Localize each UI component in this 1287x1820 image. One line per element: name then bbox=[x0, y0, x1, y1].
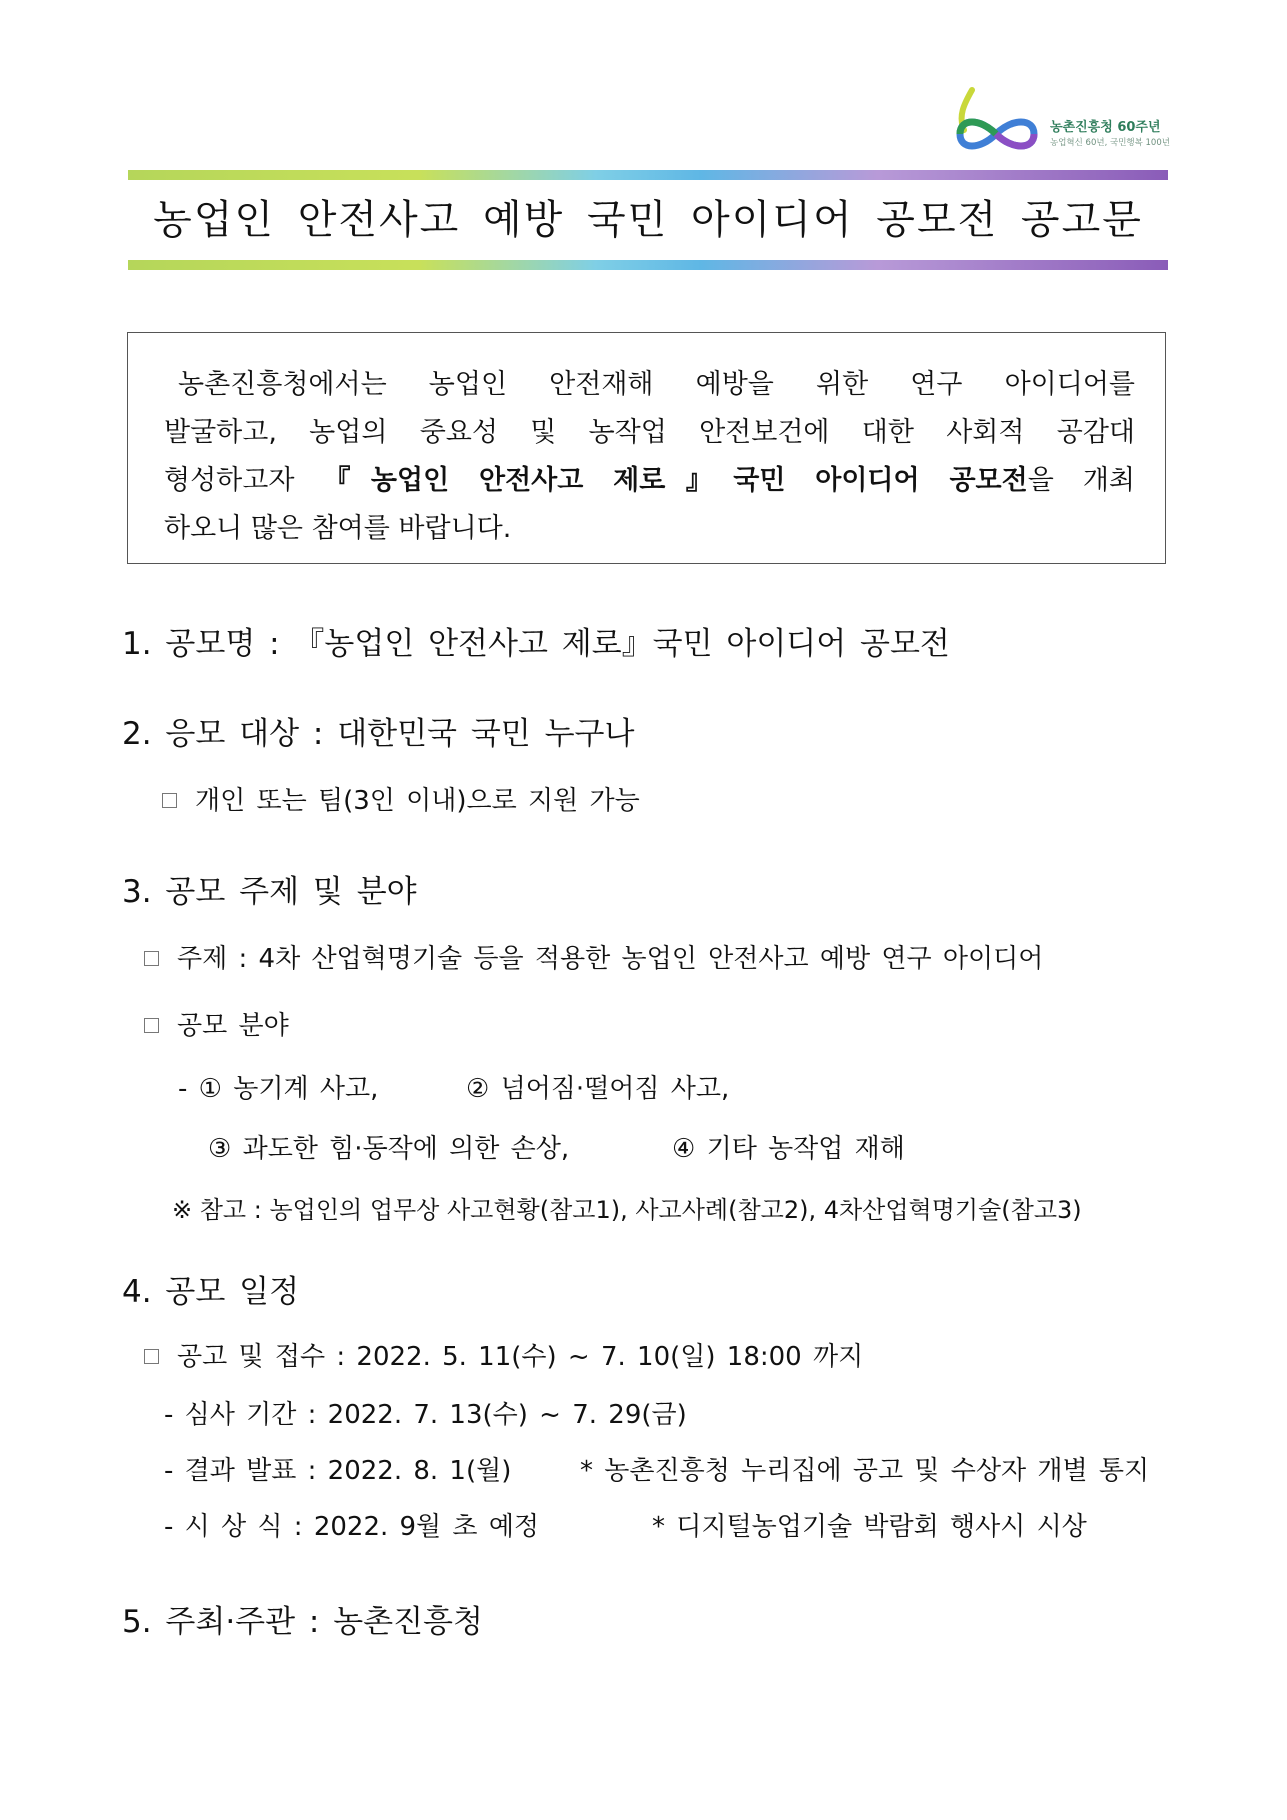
intro-line-3-pre: 형성하고자 bbox=[164, 465, 324, 496]
field-2: ② 넘어짐·떨어짐 사고, bbox=[466, 1074, 730, 1104]
intro-box bbox=[127, 332, 1166, 564]
checkbox-bullet-icon bbox=[144, 1018, 159, 1033]
field-3: ③ 과도한 힘·동작에 의한 손상, bbox=[208, 1134, 570, 1164]
section-4-heading: 4. 공모 일정 bbox=[122, 1274, 300, 1310]
award-ceremony: - 시 상 식 : 2022. 9월 초 예정 bbox=[164, 1512, 540, 1542]
result-announcement-note: * 농촌진흥청 누리집에 공고 및 수상자 개별 통지 bbox=[580, 1456, 1150, 1486]
logo-60th-anniversary bbox=[950, 78, 1170, 160]
section-2-heading: 2. 응모 대상 : 대한민국 국민 누구나 bbox=[122, 716, 635, 752]
logo-tagline: 농업혁신 60년, 국민행복 100년 bbox=[1050, 138, 1170, 148]
page-title: 농업인 안전사고 예방 국민 아이디어 공모전 공고문 bbox=[153, 197, 1143, 243]
section-3-item-2-text: 공모 분야 bbox=[177, 1011, 289, 1041]
infinity-logo-icon bbox=[950, 78, 1046, 160]
section-3-item-1-text: 주제 : 4차 산업혁명기술 등을 적용한 농업인 안전사고 예방 연구 아이디어 bbox=[177, 944, 1044, 974]
section-4-item-1-text: 공고 및 접수 : 2022. 5. 11(수) ~ 7. 10(일) 18:00 까지 bbox=[177, 1342, 864, 1372]
intro-line-2: 발굴하고, 농업의 중요성 및 농작업 안전보건에 대한 사회적 공감대 bbox=[164, 417, 1135, 448]
checkbox-bullet-icon bbox=[162, 793, 177, 808]
title-top-bar bbox=[128, 170, 1168, 180]
intro-line-1: 농촌진흥청에서는 농업인 안전재해 예방을 위한 연구 아이디어를 bbox=[178, 369, 1135, 400]
checkbox-bullet-icon bbox=[144, 951, 159, 966]
logo-name: 농촌진흥청 60주년 bbox=[1050, 120, 1161, 135]
contest-name-bold: 『농업인 안전사고 제로』국민 아이디어 공모전 bbox=[323, 465, 1028, 496]
review-period: - 심사 기간 : 2022. 7. 13(수) ~ 7. 29(금) bbox=[164, 1400, 687, 1430]
award-ceremony-note: * 디지털농업기술 박람회 행사시 시상 bbox=[652, 1512, 1087, 1542]
section-5-heading: 5. 주최·주관 : 농촌진흥청 bbox=[122, 1604, 483, 1640]
checkbox-bullet-icon bbox=[144, 1349, 159, 1364]
field-4: ④ 기타 농작업 재해 bbox=[672, 1134, 905, 1164]
intro-line-3-post: 을 개최 bbox=[1027, 465, 1135, 496]
section-3-item-1 bbox=[144, 938, 1043, 975]
section-3-item-2 bbox=[144, 1005, 289, 1042]
section-2-item-text: 개인 또는 팀(3인 이내)으로 지원 가능 bbox=[195, 786, 640, 816]
result-announcement: - 결과 발표 : 2022. 8. 1(월) bbox=[164, 1456, 512, 1486]
reference-note: ※ 참고 : 농업인의 업무상 사고현황(참고1), 사고사례(참고2), 4차산업혁명기술(참고3) bbox=[172, 1196, 1082, 1224]
section-2-item bbox=[162, 780, 640, 817]
title-bottom-bar bbox=[128, 260, 1168, 270]
field-1: - ① 농기계 사고, bbox=[178, 1074, 379, 1104]
section-4-item-1 bbox=[144, 1336, 863, 1373]
intro-line-4: 하오니 많은 참여를 바랍니다. bbox=[164, 513, 512, 544]
section-1-heading: 1. 공모명 : 『농업인 안전사고 제로』국민 아이디어 공모전 bbox=[122, 626, 950, 662]
section-3-heading: 3. 공모 주제 및 분야 bbox=[122, 874, 417, 910]
intro-line-3 bbox=[164, 457, 1135, 505]
